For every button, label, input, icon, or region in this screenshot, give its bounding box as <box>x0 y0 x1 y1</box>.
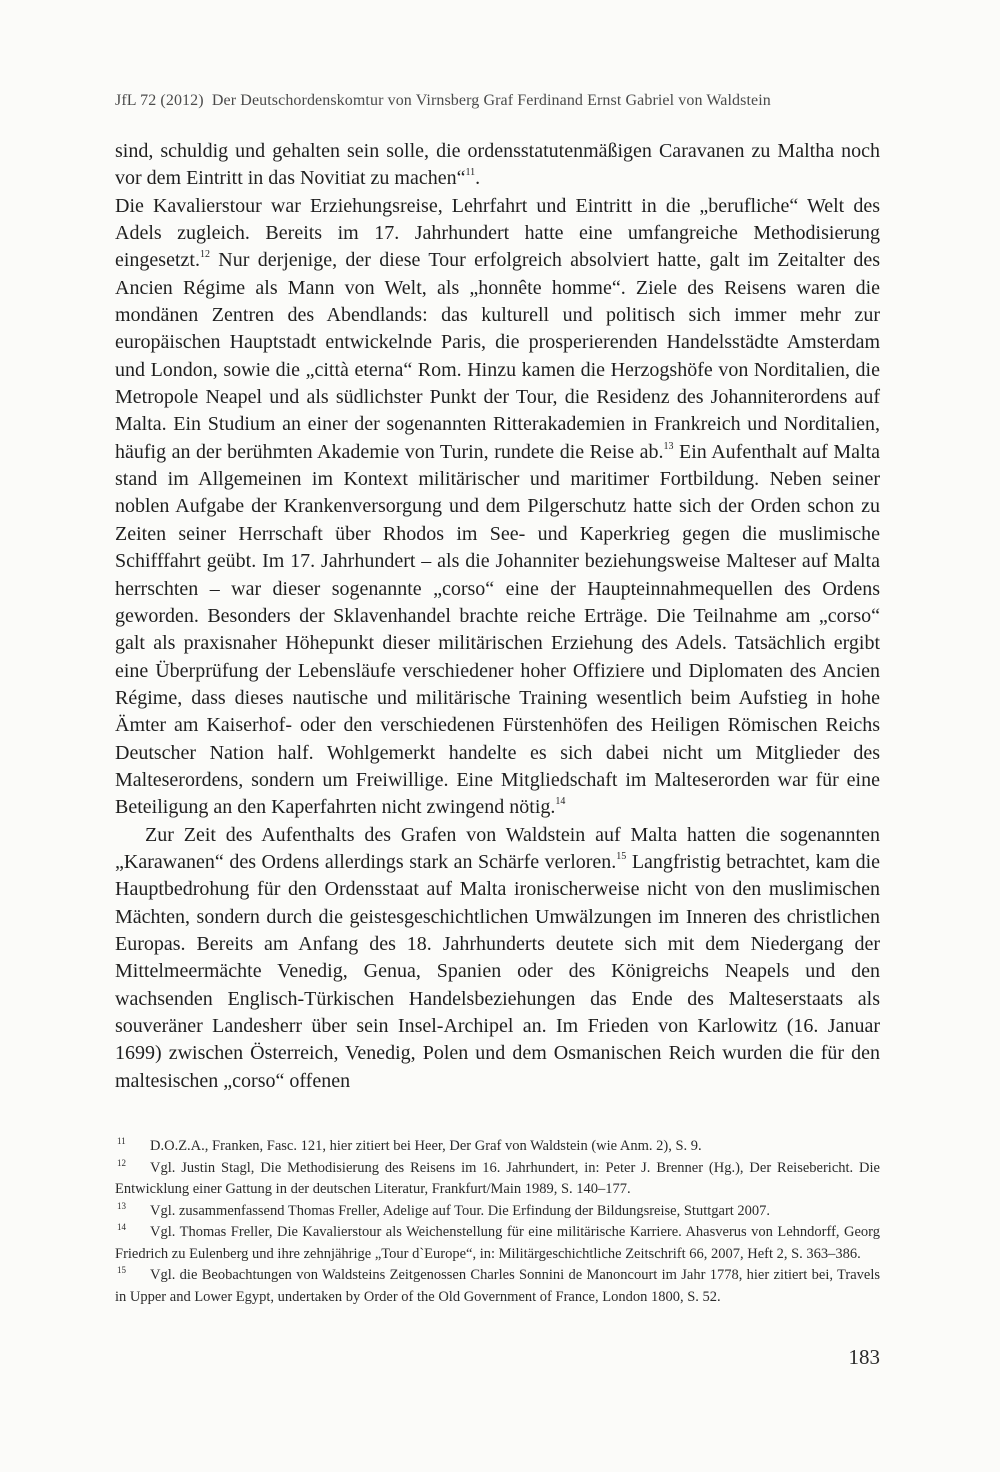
paragraph <box>115 822 880 1095</box>
footnote-text: Vgl. Justin Stagl, Die Methodisierung des Reisens im 16. Jahrhundert, in: Peter J. Brenner (Hg.), Der Reisebericht. Die Entwicklung einer Gattung in der deutschen Literatur, Frankfurt/Main 1989, S. 140–177. <box>115 1159 880 1197</box>
footnote-number: 15 <box>117 1265 126 1275</box>
journal-reference: JfL 72 (2012) <box>115 92 204 109</box>
footnote-text: Vgl. zusammenfassend Thomas Freller, Adelige auf Tour. Die Erfindung der Bildungsreise, Stuttgart 2007. <box>150 1202 771 1219</box>
footnote-number: 12 <box>117 1157 126 1168</box>
paragraph <box>115 193 880 822</box>
text-segment: Die Kavalierstour war Erziehungsreise, Lehrfahrt und Eintritt in die „berufliche“ Welt des Adels zugleich. Bereits im 17. Jahrhundert hatte eine umfangreiche Methodisierung eingesetzt. <box>115 194 880 272</box>
text-segment: Ein Aufenthalt auf Malta stand im Allgemeinen im Kontext militärischer und maritimer Fortbildung. Neben seiner noblen Aufgabe der Krankenversorgung und dem Pilgerschutz hatte sich der Orden schon zu Zeiten seiner Herrschaft über Rhodos im See- und Kaperkrieg gegen die muslimische Schifffahrt geübt. Im 17. Jahrhundert – als die Johanniter beziehungsweise Malteser auf Malta herrschten – war dieser sogenannte „corso“ eine der Haupteinnahmequellen des Ordens geworden. Besonders der Sklavenhandel brachte reiche Erträge. Die Teilnahme am „corso“ galt als praxisnaher Höhepunkt dieser militärischen Erziehung des Adels. Tatsächlich ergibt eine Überprüfung der Lebensläufe verschiedener hoher Offiziere und Diplomaten des Ancien Régime, dass dieses nautische und militärische Training wesentlich beim Aufstieg in hohe Ämter am Kaiserhof- oder den verschiedenen Fürstenhöfen des Heiligen Römischen Reichs Deutscher Nation half. Wohlgemerkt handelte es sich dabei nicht um Mitglieder des Malteserordens, sondern um Freiwillige. Eine Mitgliedschaft im Malteserorden war für eine Beteiligung an den Kaperfahrten nicht zwingend nötig. <box>115 440 881 819</box>
running-header <box>115 92 895 110</box>
footnote <box>115 1265 880 1308</box>
text-segment: . <box>475 167 481 190</box>
footnote-text: D.O.Z.A., Franken, Fasc. 121, hier zitiert bei Heer, Der Graf von Waldstein (wie Anm. 2), S. 9. <box>150 1138 702 1154</box>
footnote <box>115 1201 880 1223</box>
paragraph <box>115 138 880 193</box>
main-text <box>115 138 880 1095</box>
footnote-number: 11 <box>117 1136 126 1146</box>
footnote-reference: 12 <box>199 249 210 261</box>
footnote-text: Vgl. Thomas Freller, Die Kavalierstour als Weichenstellung für eine militärische Karriere. Ahasverus von Lehndorff, Georg Friedrich zu Eulenberg und ihre zehnjährige „Tour d`Europe“, in: Militärgeschichtliche Zeitschrift 66, 2007, Heft 2, S. 363–386. <box>115 1224 880 1262</box>
footnote <box>115 1136 880 1158</box>
article-title: Der Deutschordenskomtur von Virnsberg Graf Ferdinand Ernst Gabriel von Waldstein <box>211 92 771 109</box>
footnote-number: 13 <box>117 1200 126 1211</box>
footnote-reference: 14 <box>555 796 566 808</box>
text-segment: Langfristig betrachtet, kam die Hauptbedrohung für den Ordensstaat auf Malta ironischerweise nicht von den muslimischen Mächten, sondern durch die geistesgeschichtlichen Umwälzungen im Inneren des christlichen Europas. Bereits am Anfang des 18. Jahrhunderts deutete sich mit dem Niedergang der Mittelmeermächte Venedig, Genua, Spanien oder des Königreichs Neapels und den wachsenden Englisch-Türkischen Handelsbeziehungen das Ende des Malteserstaats als souveräner Landesherr über sein Insel-Archipel an. Im Frieden von Karlowitz (16. Januar 1699) zwischen Österreich, Venedig, Polen und dem Osmanischen Reich wurden die für den maltesischen „corso“ offenen <box>115 850 880 1092</box>
page-number: 183 <box>848 1345 880 1369</box>
footnote-number: 14 <box>117 1222 126 1232</box>
footnote-reference: 15 <box>616 850 627 862</box>
footnote-reference: 13 <box>663 440 674 452</box>
text-segment: Nur derjenige, der diese Tour erfolgreich absolviert hatte, galt im Zeitalter des Ancien Régime als Mann von Welt, als „honnête homme“. Ziele des Reisens waren die mondänen Zentren des Abendlands: das kulturell und politisch sich immer mehr zur europäischen Hauptstadt entwickelnde Paris, die prosperierenden Handelsstädte Amsterdam und London, sowie die „città eterna“ Rom. Hinzu kamen die Herzogshöfe von Norditalien, die Metropole Neapel und als südlichster Punkt der Tour, die Residenz des Johanniterordens auf Malta. Ein Studium an einer der sogenannten Ritterakademien in Frankreich und Norditalien, häufig an der berühmten Akademie von Turin, rundete die Reise ab. <box>115 249 880 463</box>
footnote <box>115 1158 880 1201</box>
footnote-text: Vgl. die Beobachtungen von Waldsteins Zeitgenossen Charles Sonnini de Manoncourt im Jahr 1778, hier zitiert bei, Travels in Upper and Lower Egypt, undertaken by Order of the Old Government of France, London 1800, S. 52. <box>115 1267 880 1305</box>
text-segment: sind, schuldig und gehalten sein solle, die ordensstatutenmäßigen Caravanen zu Maltha noch vor dem Eintritt in das Novitiat zu machen“ <box>115 140 880 190</box>
footnote-reference: 11 <box>465 167 476 179</box>
footnotes <box>115 1136 880 1308</box>
footnote <box>115 1222 880 1265</box>
text-segment: Zur Zeit des Aufenthalts des Grafen von Waldstein auf Malta hatten die sogenannten „Karawanen“ des Ordens allerdings stark an Schärfe verloren. <box>115 823 880 873</box>
